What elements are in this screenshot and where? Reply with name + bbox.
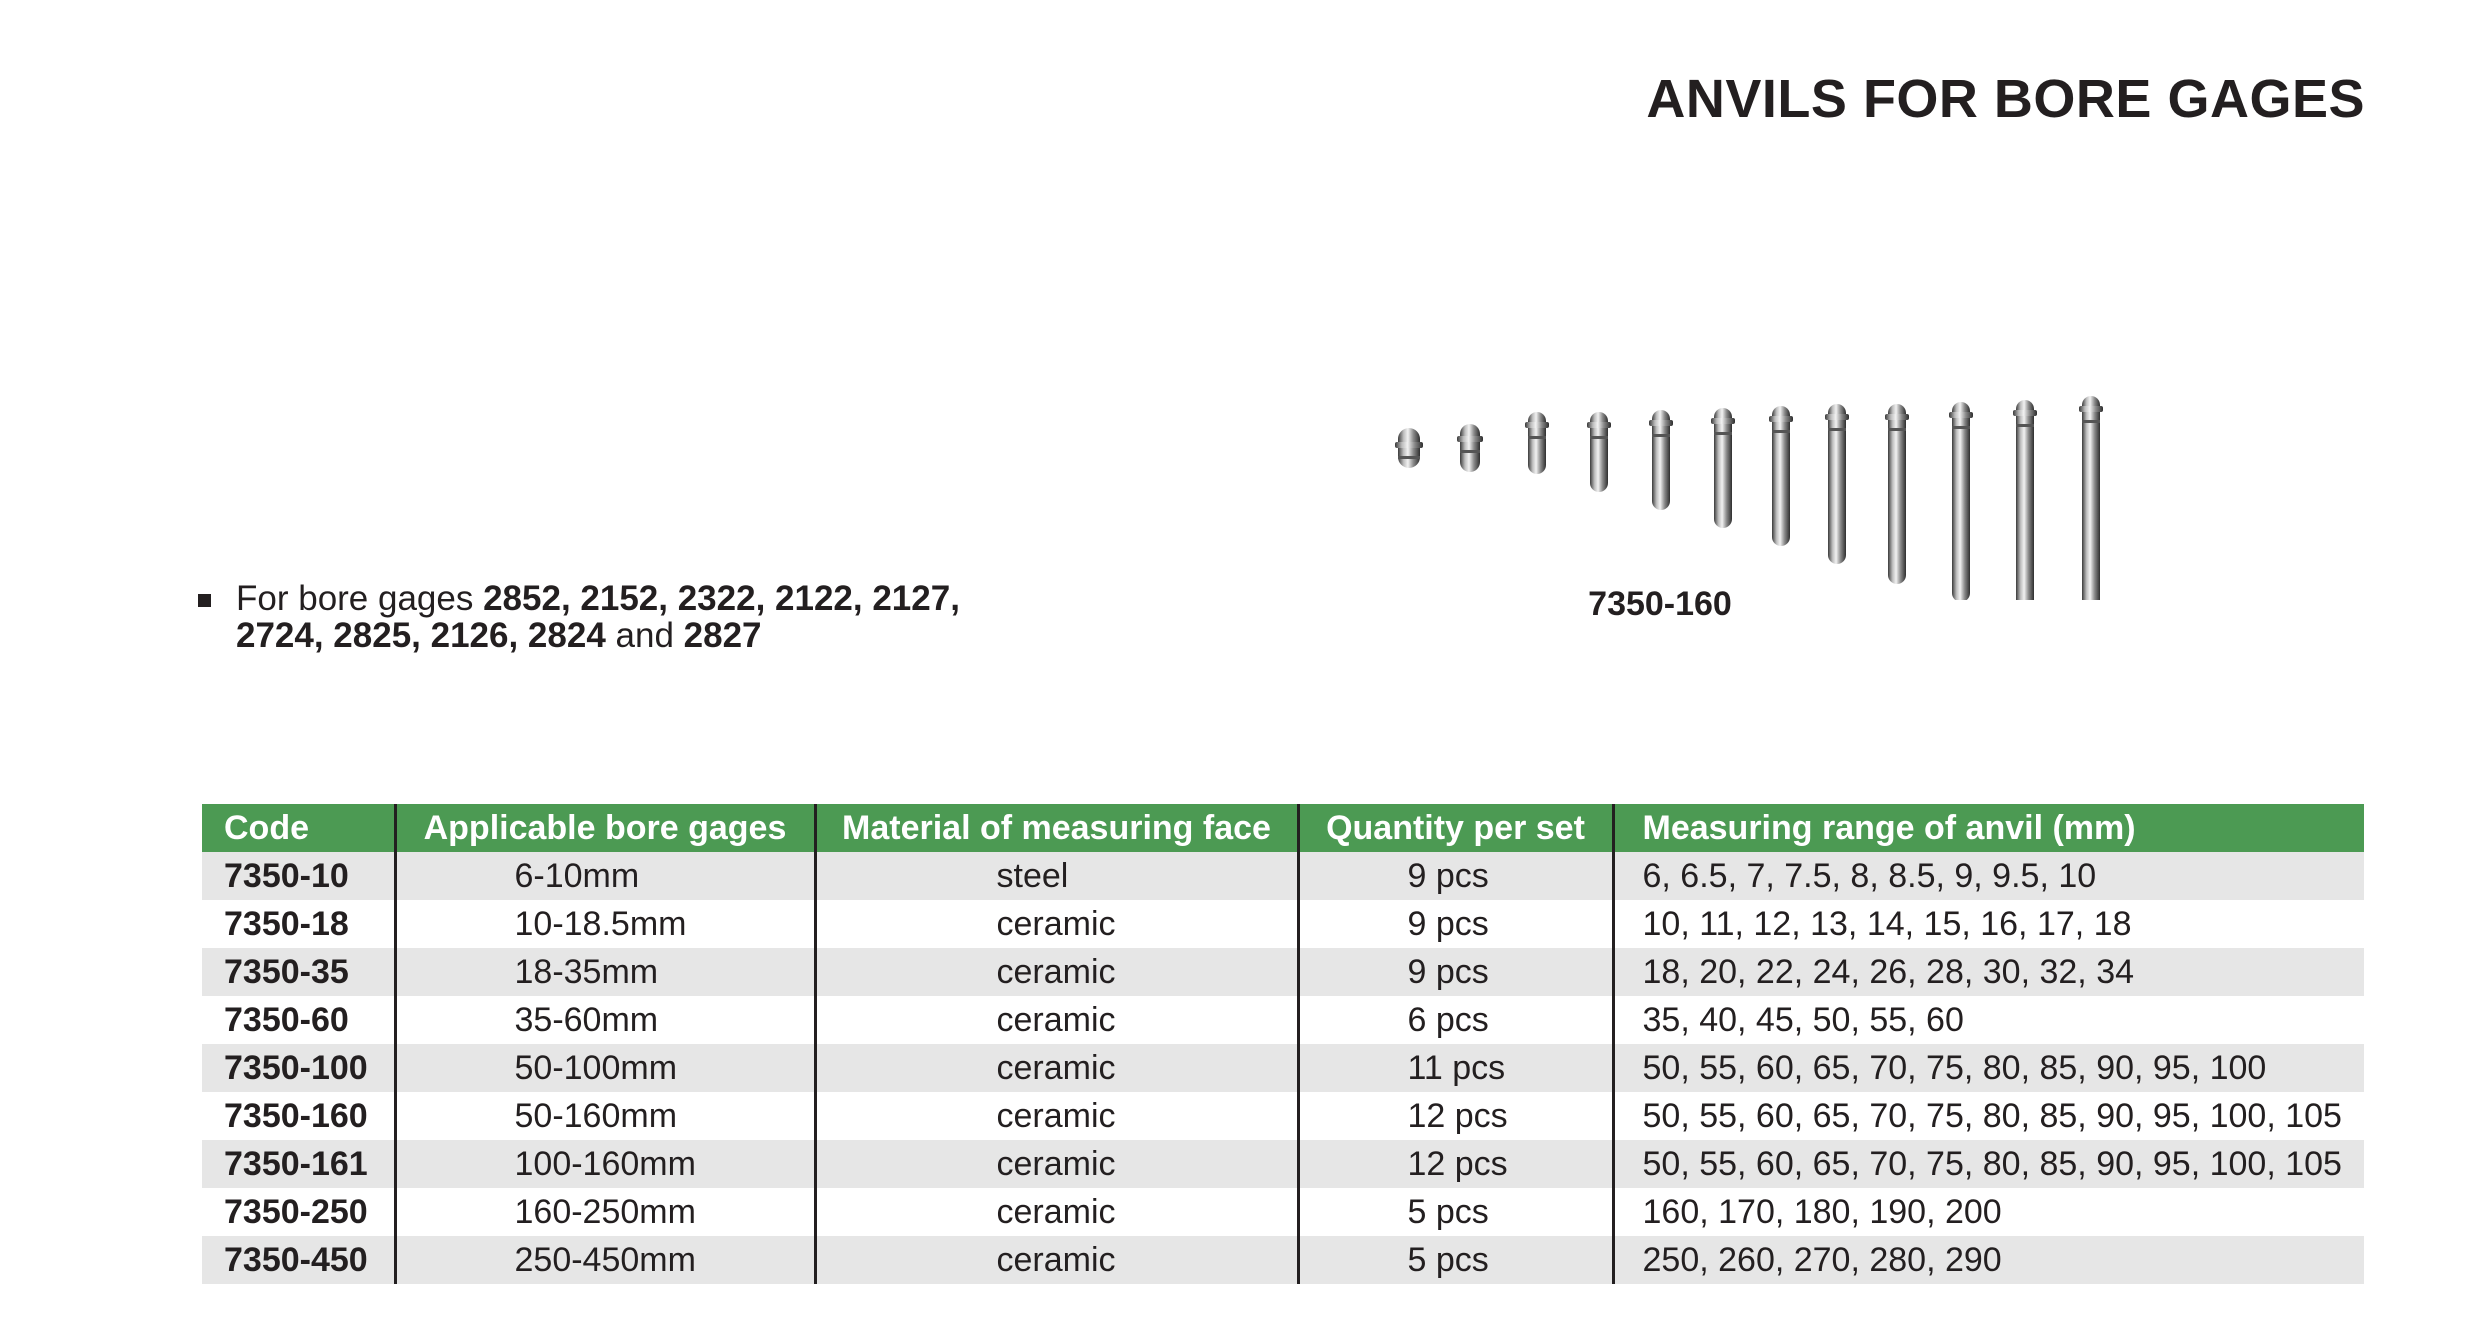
compatibility-connector: and [605,616,684,655]
cell-material: steel [815,852,1298,900]
bullet-square-icon [198,594,211,607]
cell-code: 7350-10 [202,852,395,900]
cell-applicable-gages: 250-450mm [395,1236,815,1284]
compatibility-note [198,580,960,654]
header-code: Code [202,804,395,852]
anvil-rod [1825,404,1849,564]
anvil-rod [1949,402,1973,600]
anvil-rod [1457,424,1483,472]
page-title: ANVILS FOR BORE GAGES [1646,69,2365,129]
cell-applicable-gages: 18-35mm [395,948,815,996]
cell-material: ceramic [815,996,1298,1044]
cell-range: 35, 40, 45, 50, 55, 60 [1613,996,2364,1044]
cell-quantity: 9 pcs [1298,852,1613,900]
cell-code: 7350-100 [202,1044,395,1092]
image-caption: 7350-160 [1588,585,1732,623]
compatibility-line-1 [236,580,960,617]
table-row [202,852,2364,900]
compatibility-models-1: 2852, 2152, 2322, 2122, 2127, [483,579,960,618]
spec-table [202,804,2364,1284]
table-row [202,1044,2364,1092]
cell-range: 10, 11, 12, 13, 14, 15, 16, 17, 18 [1613,900,2364,948]
compatibility-last-model: 2827 [683,616,762,655]
cell-quantity: 9 pcs [1298,900,1613,948]
anvil-rod [2079,396,2103,600]
cell-code: 7350-35 [202,948,395,996]
cell-quantity: 6 pcs [1298,996,1613,1044]
cell-quantity: 12 pcs [1298,1092,1613,1140]
cell-applicable-gages: 100-160mm [395,1140,815,1188]
cell-code: 7350-160 [202,1092,395,1140]
table-row [202,948,2364,996]
cell-applicable-gages: 50-160mm [395,1092,815,1140]
cell-range: 18, 20, 22, 24, 26, 28, 30, 32, 34 [1613,948,2364,996]
cell-applicable-gages: 35-60mm [395,996,815,1044]
anvil-rod [1587,412,1611,492]
anvil-set-image [1380,300,2140,600]
table-row [202,996,2364,1044]
table-row [202,1092,2364,1140]
cell-material: ceramic [815,1188,1298,1236]
anvil-rod [1769,406,1793,546]
table-row [202,1236,2364,1284]
anvil-rod [1525,412,1549,474]
table-row [202,900,2364,948]
header-quantity: Quantity per set [1298,804,1613,852]
compatibility-models-2: 2724, 2825, 2126, 2824 [236,616,606,655]
cell-material: ceramic [815,900,1298,948]
cell-applicable-gages: 6-10mm [395,852,815,900]
cell-code: 7350-18 [202,900,395,948]
cell-quantity: 5 pcs [1298,1188,1613,1236]
cell-code: 7350-60 [202,996,395,1044]
cell-applicable-gages: 160-250mm [395,1188,815,1236]
cell-range: 160, 170, 180, 190, 200 [1613,1188,2364,1236]
header-applicable-gages: Applicable bore gages [395,804,815,852]
anvil-rod [1649,410,1673,510]
cell-range: 250, 260, 270, 280, 290 [1613,1236,2364,1284]
cell-quantity: 11 pcs [1298,1044,1613,1092]
cell-material: ceramic [815,1236,1298,1284]
cell-material: ceramic [815,1092,1298,1140]
cell-range: 6, 6.5, 7, 7.5, 8, 8.5, 9, 9.5, 10 [1613,852,2364,900]
table-row [202,1140,2364,1188]
cell-code: 7350-250 [202,1188,395,1236]
compatibility-line-2 [236,617,960,654]
anvil-rod [1395,428,1423,468]
cell-code: 7350-450 [202,1236,395,1284]
cell-range: 50, 55, 60, 65, 70, 75, 80, 85, 90, 95, 100, 105 [1613,1140,2364,1188]
table-header-row [202,804,2364,852]
cell-material: ceramic [815,948,1298,996]
anvil-rod [1711,408,1735,528]
table-row [202,1188,2364,1236]
cell-quantity: 5 pcs [1298,1236,1613,1284]
anvil-rod [2013,400,2037,600]
compatibility-prefix: For bore gages [236,579,484,618]
cell-range: 50, 55, 60, 65, 70, 75, 80, 85, 90, 95, 100, 105 [1613,1092,2364,1140]
anvil-rod [1885,404,1909,584]
cell-quantity: 12 pcs [1298,1140,1613,1188]
header-material: Material of measuring face [815,804,1298,852]
cell-code: 7350-161 [202,1140,395,1188]
cell-range: 50, 55, 60, 65, 70, 75, 80, 85, 90, 95, 100 [1613,1044,2364,1092]
cell-applicable-gages: 50-100mm [395,1044,815,1092]
cell-material: ceramic [815,1140,1298,1188]
cell-material: ceramic [815,1044,1298,1092]
cell-quantity: 9 pcs [1298,948,1613,996]
header-range: Measuring range of anvil (mm) [1613,804,2364,852]
cell-applicable-gages: 10-18.5mm [395,900,815,948]
